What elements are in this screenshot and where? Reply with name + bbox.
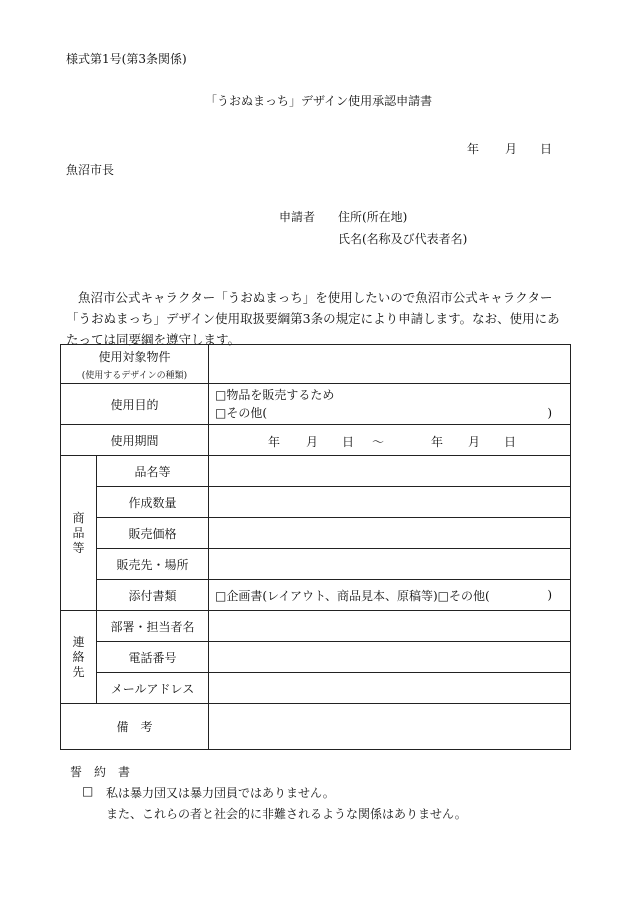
table-row: [61, 518, 571, 549]
goods-group-label: [61, 456, 97, 611]
table-row: [61, 611, 571, 642]
email-input[interactable]: [209, 673, 571, 704]
table-row: [61, 456, 571, 487]
table-row: [61, 704, 571, 750]
contact-group-char: 連: [72, 634, 85, 649]
purpose-option-other-label: □その他(: [215, 406, 268, 420]
goods-name-label: 品名等: [97, 456, 209, 487]
table-row: [61, 384, 571, 425]
target-label-cell: [61, 345, 209, 384]
table-row: [61, 580, 571, 611]
phone-input[interactable]: [209, 642, 571, 673]
table-row: [61, 487, 571, 518]
attachments-options[interactable]: [209, 580, 571, 611]
contact-group-label: [61, 611, 97, 704]
price-label: 販売価格: [97, 518, 209, 549]
quantity-label: 作成数量: [97, 487, 209, 518]
quantity-input[interactable]: [209, 487, 571, 518]
pledge-title: 誓 約 書: [70, 765, 131, 779]
contact-group-char: 先: [72, 664, 85, 679]
target-label: 使用対象物件: [98, 349, 171, 364]
date-day-label: 日: [540, 142, 553, 156]
attachments-close: ): [547, 588, 552, 602]
addressee: 魚沼市長: [66, 163, 115, 177]
table-row: [61, 425, 571, 456]
period-end-year: 年: [431, 435, 444, 449]
purpose-option-sale[interactable]: □物品を販売するため: [215, 388, 335, 402]
pledge-line-1: 私は暴力団又は暴力団員ではありません。: [106, 786, 335, 800]
period-label: 使用期間: [61, 425, 209, 456]
department-label: 部署・担当者名: [97, 611, 209, 642]
phone-label: 電話番号: [97, 642, 209, 673]
goods-name-input[interactable]: [209, 456, 571, 487]
period-end-day: 日: [504, 435, 517, 449]
date-year-label: 年: [467, 142, 480, 156]
email-label: メールアドレス: [97, 673, 209, 704]
table-row: [61, 345, 571, 384]
form-number: 様式第1号(第3条関係): [66, 52, 187, 66]
application-statement: 魚沼市公式キャラクター「うおぬまっち」を使用したいので魚沼市公式キャラクター「うおぬまっち」デザイン使用取扱要綱第3条の規定により申請します。なお、使用にあたっては同要綱を遵守します。: [66, 290, 560, 347]
target-sublabel: (使用するデザインの種類): [81, 370, 188, 381]
price-input[interactable]: [209, 518, 571, 549]
pledge-line-2: また、これらの者と社会的に非難されるような関係はありません。: [106, 807, 467, 821]
table-row: [61, 673, 571, 704]
goods-group-char: 品: [72, 525, 85, 540]
period-start-day: 日: [342, 435, 355, 449]
application-form-table: [60, 344, 571, 750]
attachments-label: 添付書類: [97, 580, 209, 611]
purpose-option-other[interactable]: [215, 404, 570, 422]
sales-place-input[interactable]: [209, 549, 571, 580]
contact-group-char: 絡: [72, 649, 85, 664]
period-tilde: ～: [372, 435, 385, 449]
table-row: [61, 549, 571, 580]
pledge-checkbox[interactable]: □: [82, 784, 94, 798]
period-start-month: 月: [306, 435, 319, 449]
period-start-year: 年: [268, 435, 281, 449]
remarks-input[interactable]: [209, 704, 571, 750]
department-input[interactable]: [209, 611, 571, 642]
address-label: 住所(所在地): [338, 210, 408, 224]
applicant-label: 申請者: [279, 210, 316, 224]
period-end-month: 月: [468, 435, 481, 449]
date-month-label: 月: [505, 142, 518, 156]
sales-place-label: 販売先・場所: [97, 549, 209, 580]
table-row: [61, 642, 571, 673]
period-input[interactable]: [209, 425, 571, 456]
goods-group-char: 商: [72, 510, 85, 525]
purpose-options: [209, 384, 571, 425]
attachments-value: □企画書(レイアウト、商品見本、原稿等)□その他(: [215, 588, 490, 603]
target-input[interactable]: [209, 345, 571, 384]
remarks-label: 備 考: [61, 704, 209, 750]
document-title: 「うおぬまっち」デザイン使用承認申請書: [205, 94, 433, 108]
name-label: 氏名(名称及び代表者名): [338, 232, 468, 246]
goods-group-char: 等: [72, 540, 85, 555]
purpose-label: 使用目的: [61, 384, 209, 425]
purpose-option-other-close: ): [547, 406, 552, 420]
